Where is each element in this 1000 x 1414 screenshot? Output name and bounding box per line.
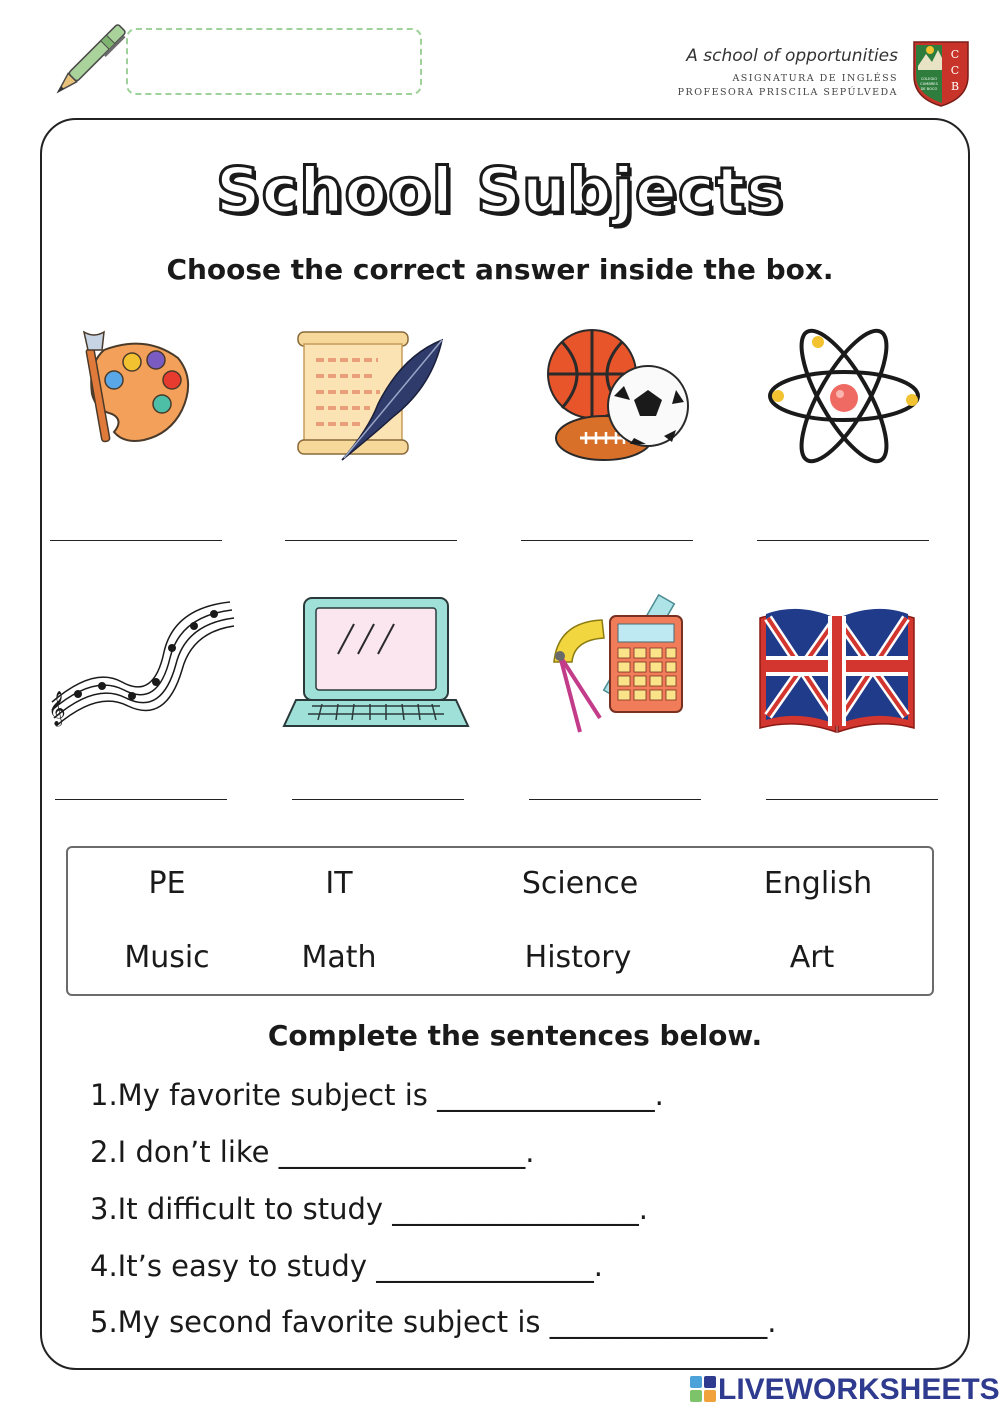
- word-music[interactable]: Music: [124, 940, 210, 975]
- sentence-text: My favorite subject is _______________.: [117, 1078, 664, 1112]
- music-notes-icon: [44, 590, 236, 730]
- svg-text:C: C: [950, 64, 960, 77]
- english-book-icon: [756, 600, 918, 740]
- school-motto: A school of opportunities: [686, 46, 898, 66]
- art-palette-icon: [74, 328, 194, 450]
- sports-balls-icon: [544, 326, 694, 462]
- answer-line-5[interactable]: [55, 799, 227, 800]
- word-it[interactable]: IT: [325, 866, 353, 901]
- sentence-number: 1.: [90, 1078, 118, 1112]
- answer-line-6[interactable]: [292, 799, 464, 800]
- sentence-1[interactable]: [90, 1078, 664, 1112]
- instruction-text: Choose the correct answer inside the box.: [166, 253, 834, 286]
- svg-text:B: B: [950, 80, 960, 93]
- student-name-field[interactable]: [126, 28, 422, 95]
- answer-line-3[interactable]: [521, 540, 693, 541]
- liveworksheets-logo: [690, 1372, 1000, 1408]
- sentence-text: My second favorite subject is _______________.: [117, 1305, 777, 1339]
- word-pe[interactable]: PE: [148, 866, 186, 901]
- school-info: [598, 46, 898, 100]
- svg-text:C: C: [950, 48, 960, 61]
- answer-line-2[interactable]: [285, 540, 457, 541]
- worksheet-title: School Subjects: [215, 154, 785, 227]
- svg-text:CUMBRES: CUMBRES: [920, 82, 938, 86]
- word-art[interactable]: Art: [789, 940, 835, 975]
- laptop-icon: [282, 594, 470, 734]
- sentence-4[interactable]: [90, 1249, 603, 1283]
- worksheet-frame: [40, 118, 970, 1370]
- answer-line-7[interactable]: [529, 799, 701, 800]
- sentence-text: It’s easy to study _______________.: [117, 1249, 603, 1283]
- answer-line-1[interactable]: [50, 540, 222, 541]
- history-scroll-icon: [282, 326, 450, 462]
- word-history[interactable]: History: [524, 940, 632, 975]
- sentence-number: 4.: [90, 1249, 118, 1283]
- sentence-number: 5.: [90, 1305, 118, 1339]
- word-science[interactable]: Science: [521, 866, 639, 901]
- school-crest-icon: [910, 36, 972, 108]
- liveworksheets-icon: [690, 1376, 718, 1404]
- science-atom-icon: [766, 326, 922, 466]
- svg-text:𝄞: 𝄞: [48, 691, 66, 726]
- svg-text:DE BOCO: DE BOCO: [920, 87, 938, 91]
- sentence-2[interactable]: [90, 1135, 534, 1169]
- sentence-number: 2.: [90, 1135, 118, 1169]
- brand-name: LIVEWORKSHEETS: [718, 1373, 1000, 1406]
- teacher-line: PROFESORA PRISCILA SEPÚLVEDA: [677, 87, 898, 98]
- svg-text:COLEGIO: COLEGIO: [920, 77, 938, 81]
- sentence-number: 3.: [90, 1192, 118, 1226]
- math-tools-icon: [540, 592, 690, 738]
- pen-icon: [38, 12, 138, 112]
- word-english[interactable]: English: [763, 866, 873, 901]
- answer-line-8[interactable]: [766, 799, 938, 800]
- answer-line-4[interactable]: [757, 540, 929, 541]
- sentence-5[interactable]: [90, 1305, 776, 1339]
- subject-line: ASIGNATURA DE INGLÉSS: [732, 73, 898, 84]
- word-math[interactable]: Math: [301, 940, 377, 975]
- sentence-text: I don’t like _________________.: [117, 1135, 535, 1169]
- section-2-title: Complete the sentences below.: [267, 1019, 763, 1052]
- sentence-text: It difficult to study _________________.: [117, 1192, 648, 1226]
- sentence-3[interactable]: [90, 1192, 648, 1226]
